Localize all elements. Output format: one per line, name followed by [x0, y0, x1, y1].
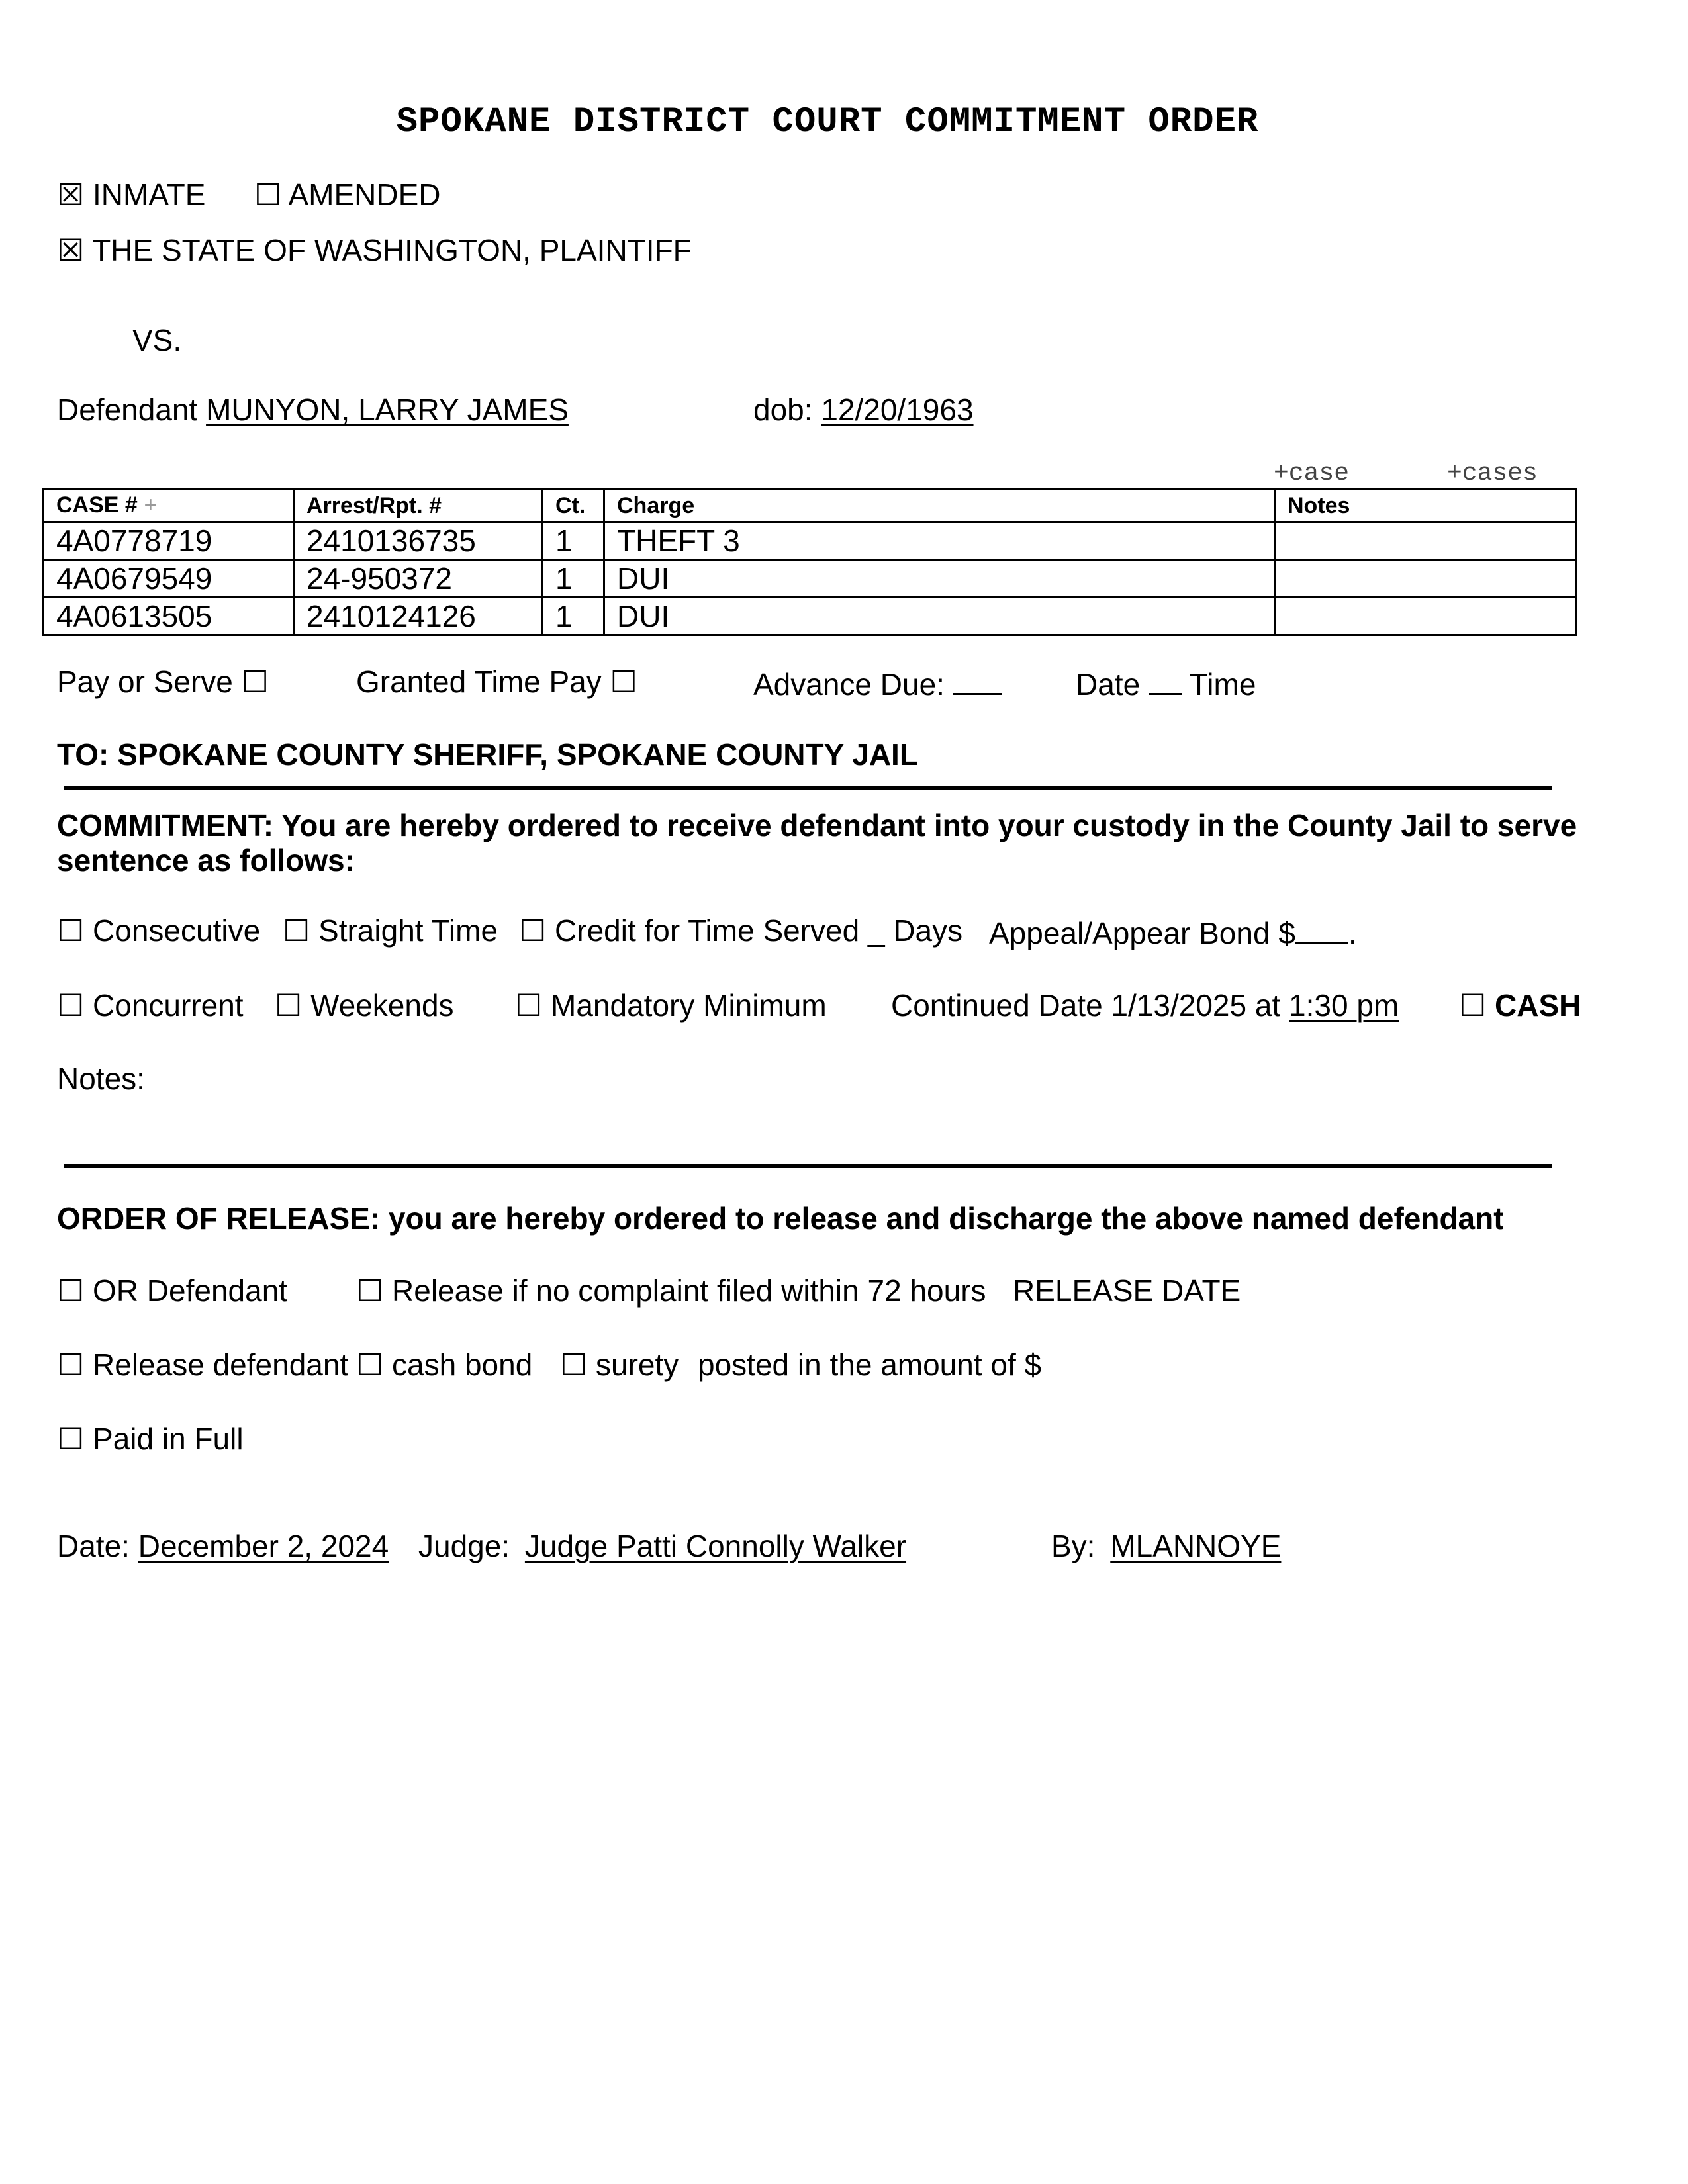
- dob-value: 12/20/1963: [821, 392, 974, 427]
- divider: [64, 1164, 1552, 1168]
- time-label: Time: [1189, 667, 1256, 702]
- table-row: [44, 522, 1577, 560]
- weekends-option[interactable]: [275, 990, 454, 1021]
- arrest-number-cell: 24-950372: [294, 560, 543, 598]
- pay-or-serve-label: Pay or Serve: [57, 664, 233, 699]
- amended-label: AMENDED: [288, 177, 441, 212]
- notes-cell[interactable]: [1275, 522, 1577, 560]
- plaintiff-checkbox[interactable]: ☒: [57, 233, 85, 267]
- cash-label: CASH: [1495, 988, 1581, 1023]
- release-defendant-label: Release defendant: [93, 1347, 349, 1382]
- paid-in-full-label: Paid in Full: [93, 1422, 244, 1456]
- appeal-bond-label: Appeal/Appear Bond $: [989, 916, 1295, 950]
- count-cell: 1: [543, 598, 604, 635]
- charge-cell: DUI: [604, 598, 1275, 635]
- arrest-number-cell: 2410136735: [294, 522, 543, 560]
- add-case-plus-icon[interactable]: +: [144, 494, 158, 520]
- judge-label: Judge:: [418, 1529, 510, 1563]
- or-defendant-label: OR Defendant: [93, 1273, 288, 1308]
- release-date-label: RELEASE DATE: [1013, 1273, 1241, 1308]
- count-header: Ct.: [543, 490, 604, 522]
- straight-time-label: Straight Time: [318, 913, 498, 948]
- credit-time-served-label: Credit for Time Served _ Days: [555, 913, 963, 948]
- no-complaint-checkbox[interactable]: ☐: [356, 1273, 384, 1308]
- signature-date-label: Date:: [57, 1529, 130, 1563]
- cash-checkbox[interactable]: ☐: [1459, 988, 1487, 1023]
- continued-date: [891, 990, 1399, 1021]
- date-blank[interactable]: [1149, 666, 1182, 695]
- or-defendant-option[interactable]: [57, 1275, 287, 1306]
- notes-cell[interactable]: [1275, 560, 1577, 598]
- appeal-bond-blank[interactable]: [1295, 915, 1348, 944]
- concurrent-label: Concurrent: [93, 988, 244, 1023]
- charges-header-row: [44, 490, 1577, 522]
- mandatory-minimum-checkbox[interactable]: ☐: [515, 988, 543, 1023]
- notes-header: Notes: [1275, 490, 1577, 522]
- credit-time-served-option[interactable]: [519, 915, 962, 946]
- notes-label: Notes:: [57, 1062, 145, 1096]
- advance-due-field[interactable]: [753, 666, 1002, 700]
- mandatory-minimum-label: Mandatory Minimum: [551, 988, 827, 1023]
- or-defendant-checkbox[interactable]: ☐: [57, 1273, 85, 1308]
- posted-amount-label: posted in the amount of $: [698, 1347, 1042, 1382]
- by-label: By:: [1051, 1529, 1096, 1563]
- date-time-field[interactable]: [1076, 666, 1256, 700]
- arrest-number-header: Arrest/Rpt. #: [294, 490, 543, 522]
- credit-time-served-checkbox[interactable]: ☐: [519, 913, 547, 948]
- continued-time: 1:30 pm: [1289, 988, 1399, 1023]
- inmate-checkbox[interactable]: ☒: [57, 177, 85, 212]
- table-row: [44, 598, 1577, 635]
- advance-due-label: Advance Due:: [753, 667, 945, 702]
- case-number-cell: 4A0613505: [44, 598, 294, 635]
- signature-judge: [418, 1531, 906, 1561]
- signature-date-value: December 2, 2024: [138, 1529, 389, 1563]
- to-line: TO: SPOKANE COUNTY SHERIFF, SPOKANE COUNTY JAIL: [57, 737, 918, 772]
- surety-label: surety: [596, 1347, 679, 1382]
- signature-date: [57, 1531, 389, 1561]
- cash-option[interactable]: [1459, 990, 1581, 1021]
- versus-label: VS.: [132, 323, 182, 357]
- consecutive-option[interactable]: [57, 915, 260, 946]
- commitment-text-line1: COMMITMENT: You are hereby ordered to receive defendant into your custody in the County Jail to serve: [57, 808, 1577, 842]
- case-number-header: CASE # +: [44, 490, 294, 522]
- notes-cell[interactable]: [1275, 598, 1577, 635]
- advance-due-blank[interactable]: [953, 666, 1002, 695]
- granted-time-pay-option[interactable]: [356, 666, 637, 697]
- granted-time-pay-label: Granted Time Pay: [356, 664, 602, 699]
- consecutive-checkbox[interactable]: ☐: [57, 913, 85, 948]
- cash-bond-checkbox[interactable]: ☐: [356, 1347, 384, 1382]
- charge-header: Charge: [604, 490, 1275, 522]
- cash-bond-option[interactable]: [356, 1349, 532, 1380]
- paid-in-full-option[interactable]: [57, 1424, 244, 1454]
- no-complaint-label: Release if no complaint filed within 72 hours: [392, 1273, 986, 1308]
- count-cell: 1: [543, 560, 604, 598]
- judge-name: Judge Patti Connolly Walker: [524, 1529, 907, 1563]
- consecutive-label: Consecutive: [93, 913, 261, 948]
- mandatory-minimum-option[interactable]: [515, 990, 827, 1021]
- weekends-checkbox[interactable]: ☐: [275, 988, 303, 1023]
- amended-option[interactable]: [254, 179, 441, 210]
- commitment-text-line2: sentence as follows:: [57, 843, 355, 878]
- release-defendant-checkbox[interactable]: ☐: [57, 1347, 85, 1382]
- dob-line: [753, 394, 974, 425]
- charge-cell: DUI: [604, 560, 1275, 598]
- charge-cell: THEFT 3: [604, 522, 1275, 560]
- count-cell: 1: [543, 522, 604, 560]
- release-heading: ORDER OF RELEASE: you are hereby ordered to release and discharge the above named defendant: [57, 1201, 1504, 1236]
- straight-time-checkbox[interactable]: ☐: [283, 913, 310, 948]
- continued-date-label: Continued Date 1/13/2025 at: [891, 988, 1281, 1023]
- defendant-name: MUNYON, LARRY JAMES: [206, 392, 569, 427]
- add-case-link[interactable]: +case: [1274, 459, 1350, 488]
- surety-option[interactable]: [560, 1349, 679, 1380]
- concurrent-checkbox[interactable]: ☐: [57, 988, 85, 1023]
- defendant-line: [57, 394, 696, 425]
- table-row: [44, 560, 1577, 598]
- defendant-label: Defendant: [57, 392, 198, 427]
- pay-or-serve-option[interactable]: [57, 666, 269, 697]
- inmate-label: INMATE: [93, 177, 206, 212]
- pay-or-serve-checkbox[interactable]: ☐: [241, 664, 269, 699]
- no-complaint-option[interactable]: [356, 1275, 986, 1306]
- cash-bond-label: cash bond: [392, 1347, 533, 1382]
- appeal-bond-field[interactable]: [989, 915, 1357, 948]
- divider: [64, 786, 1552, 790]
- by-value: MLANNOYE: [1110, 1529, 1282, 1563]
- paid-in-full-checkbox[interactable]: ☐: [57, 1422, 85, 1456]
- plaintiff-option[interactable]: [57, 235, 692, 265]
- amended-checkbox[interactable]: ☐: [254, 177, 282, 212]
- case-number-cell: 4A0778719: [44, 522, 294, 560]
- case-number-cell: 4A0679549: [44, 560, 294, 598]
- surety-checkbox[interactable]: ☐: [560, 1347, 588, 1382]
- inmate-option[interactable]: [57, 179, 205, 210]
- release-defendant-option[interactable]: [57, 1349, 348, 1380]
- appeal-bond-period: .: [1348, 916, 1357, 950]
- date-label: Date: [1076, 667, 1141, 702]
- concurrent-option[interactable]: [57, 990, 244, 1021]
- plaintiff-label: THE STATE OF WASHINGTON, PLAINTIFF: [92, 233, 692, 267]
- dob-label: dob:: [753, 392, 813, 427]
- signature-by: [1051, 1531, 1281, 1561]
- arrest-number-cell: 2410124126: [294, 598, 543, 635]
- straight-time-option[interactable]: [283, 915, 498, 946]
- weekends-label: Weekends: [310, 988, 454, 1023]
- add-cases-link[interactable]: +cases: [1447, 459, 1538, 488]
- granted-time-pay-checkbox[interactable]: ☐: [610, 664, 637, 699]
- page-title: SPOKANE DISTRICT COURT COMMITMENT ORDER: [396, 102, 1259, 142]
- charges-table: [42, 488, 1577, 636]
